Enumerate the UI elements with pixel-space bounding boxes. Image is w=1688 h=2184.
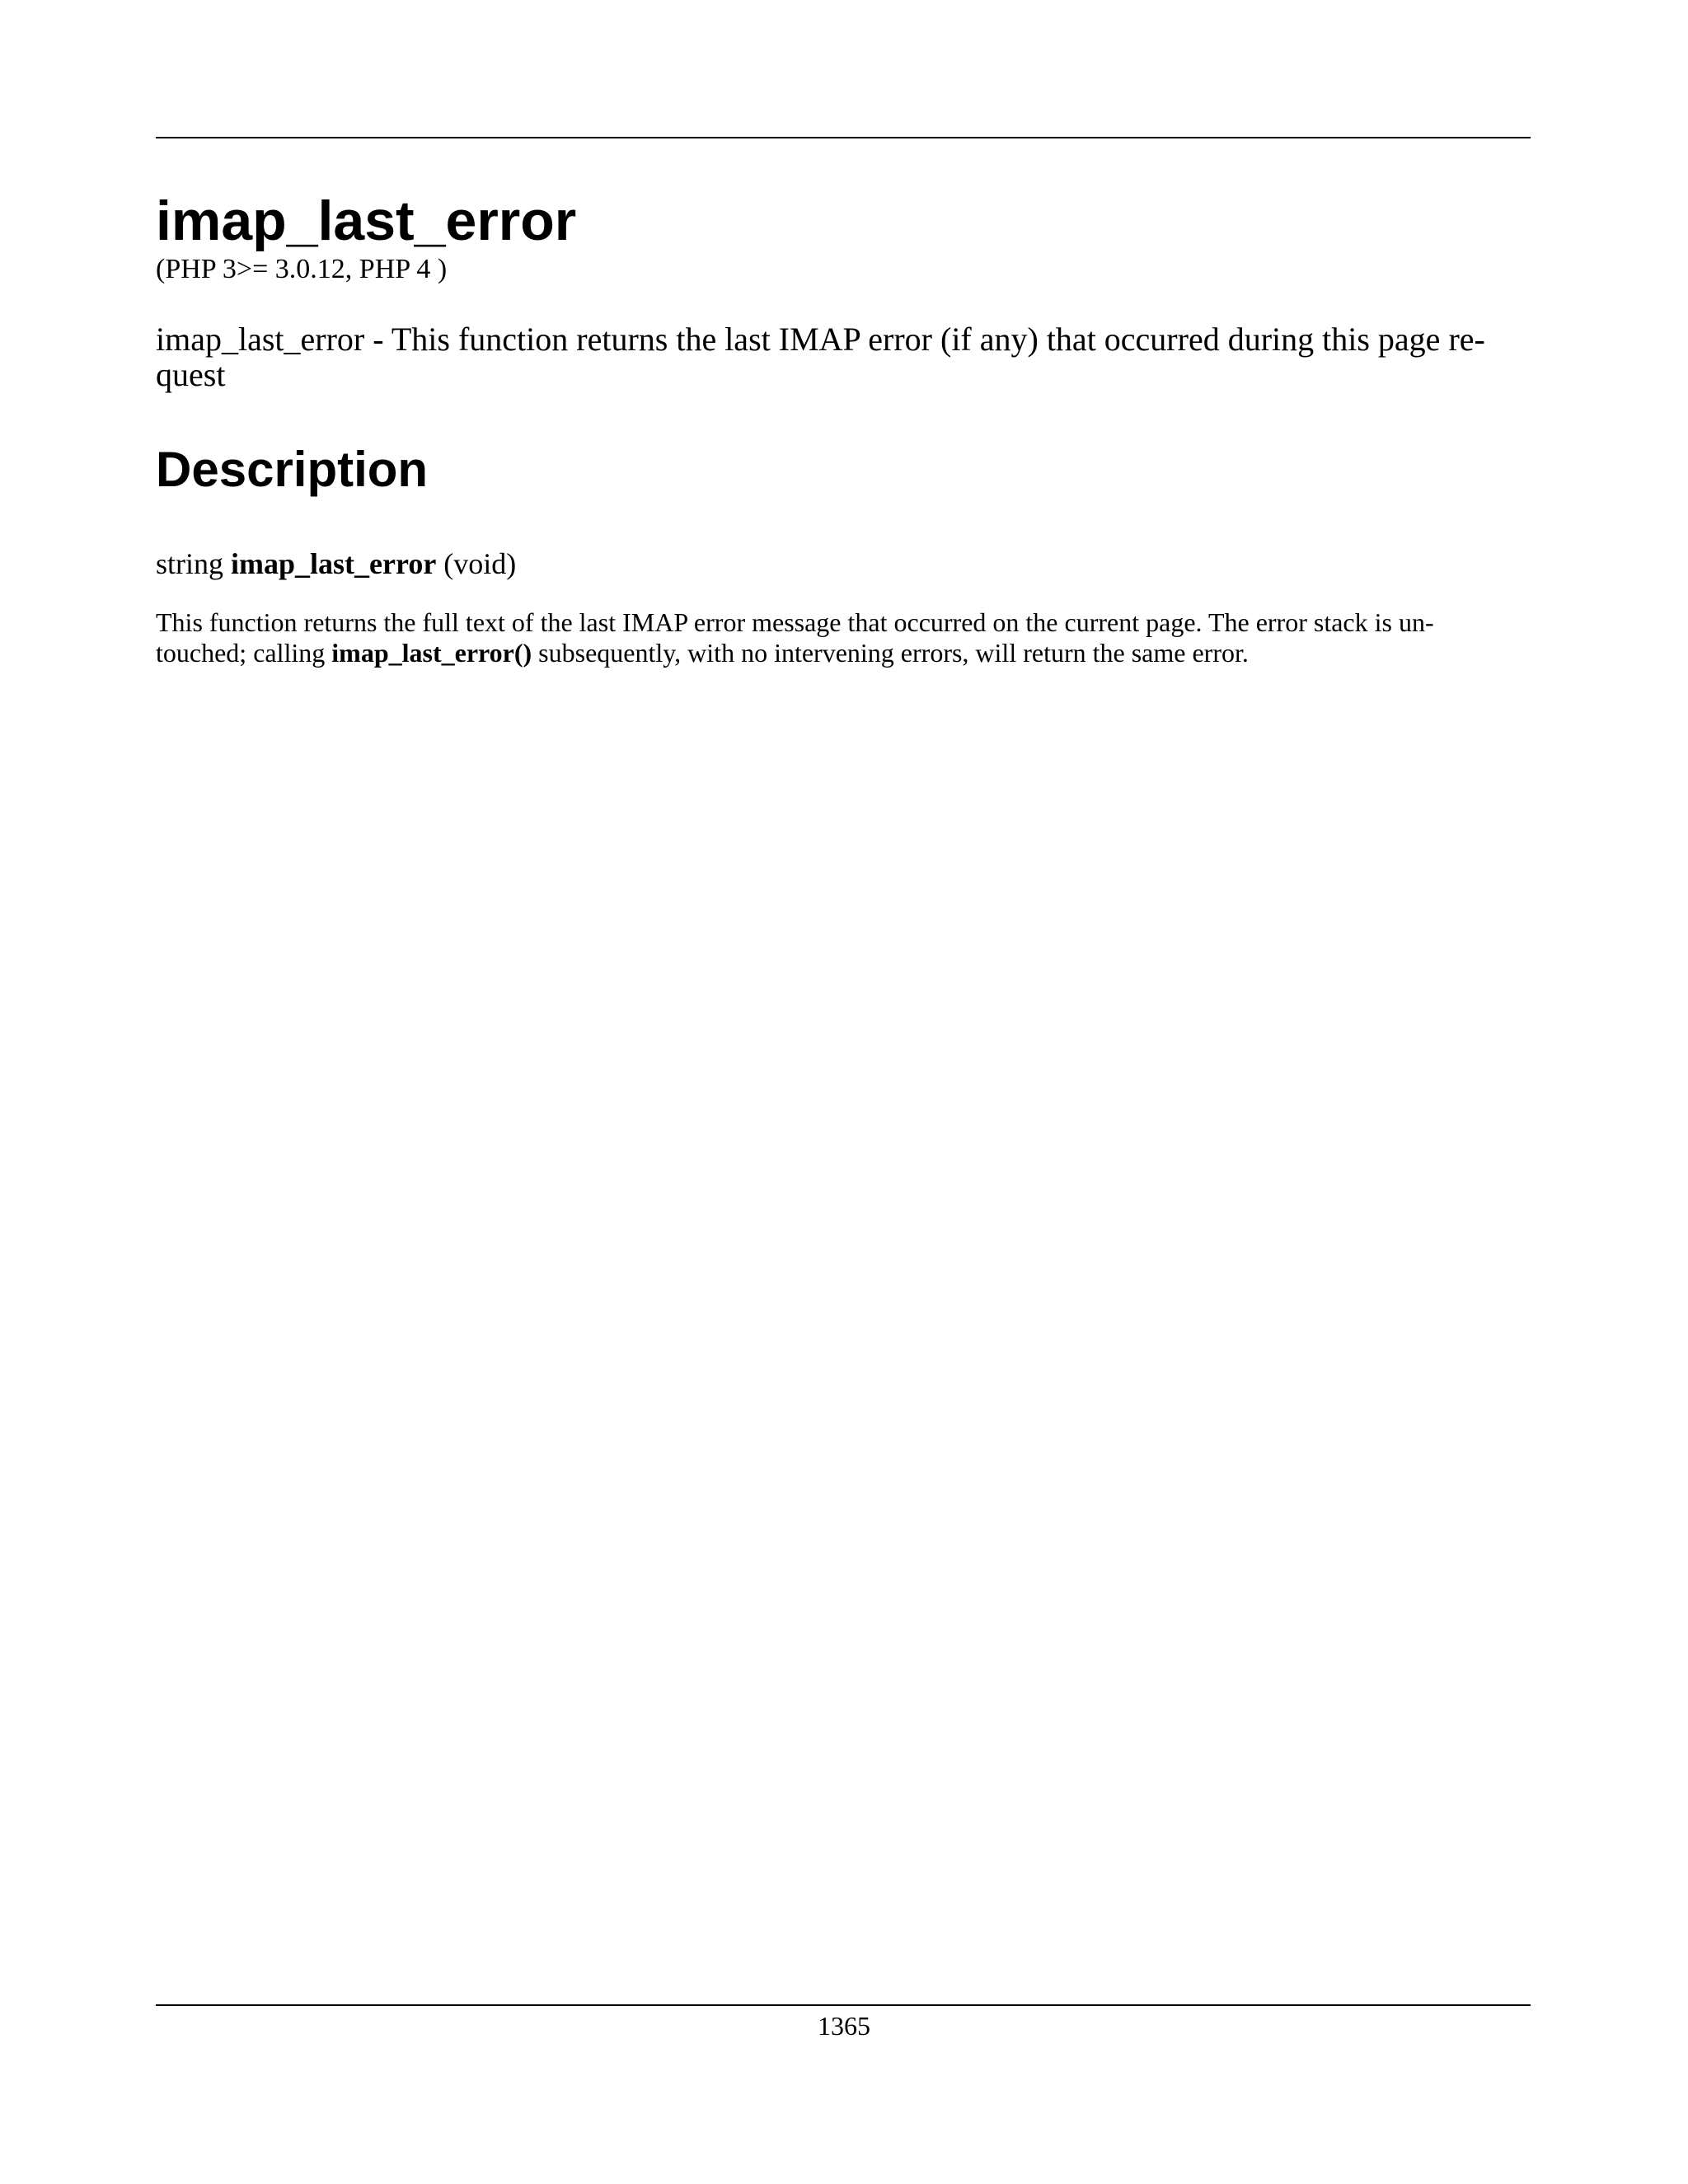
description-paragraph	[156, 607, 1531, 668]
function-title: imap_last_error	[156, 190, 577, 252]
footer-rule	[156, 2004, 1531, 2006]
paragraph-line-2-start: touched; calling	[156, 638, 326, 668]
function-purpose	[156, 321, 1531, 392]
paragraph-line-2-end: subsequently, with no intervening errors, will return the same error.	[538, 638, 1249, 668]
function-synopsis	[156, 546, 516, 581]
purpose-line-1: imap_last_error - This function returns the last IMAP error (if any) that occurred during this page re-	[156, 321, 1485, 358]
header-rule	[156, 137, 1531, 138]
synopsis-params: (void)	[443, 547, 517, 580]
php-version-info: (PHP 3>= 3.0.12, PHP 4 )	[156, 254, 448, 284]
paragraph-function-ref: imap_last_error()	[331, 638, 532, 668]
purpose-line-2: quest	[156, 356, 226, 393]
page-number: 1365	[818, 2011, 870, 2041]
paragraph-line-1: This function returns the full text of the last IMAP error message that occurred on the current page. The error stack is un-	[156, 607, 1434, 637]
description-heading: Description	[156, 442, 429, 497]
synopsis-return-type: string	[156, 547, 224, 580]
synopsis-function-name: imap_last_error	[231, 547, 437, 580]
